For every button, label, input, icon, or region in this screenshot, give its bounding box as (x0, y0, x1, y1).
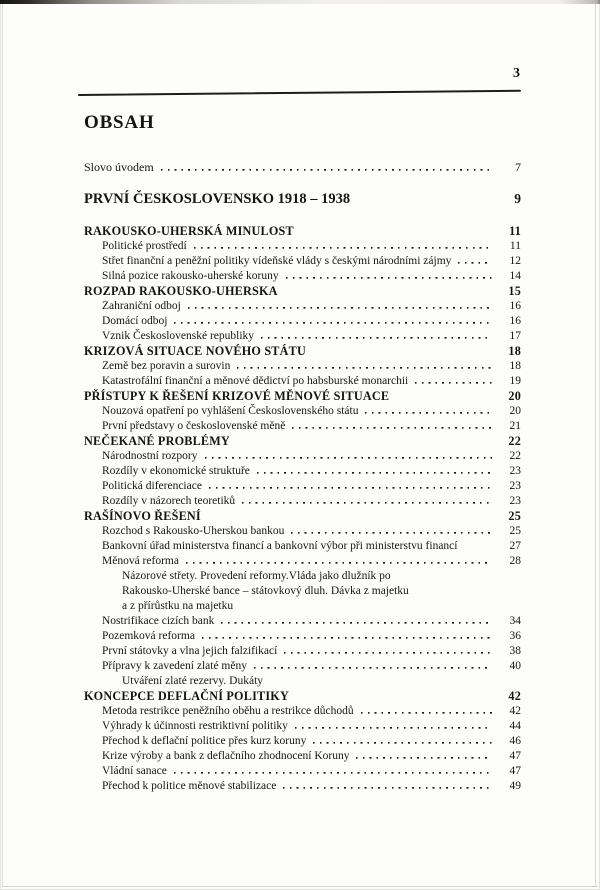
toc-entry-page: 11 (509, 240, 521, 252)
toc-entry-label: Národnostní rozpory (102, 450, 198, 462)
toc-entry (84, 599, 521, 614)
toc-entry (84, 434, 521, 449)
toc-entry (84, 734, 521, 749)
toc-entry (84, 584, 521, 599)
toc-entry (84, 344, 521, 359)
toc-entry (84, 329, 521, 344)
toc-entry-label: Bankovní úřad ministerstva financí a bankovní výbor při ministerstvu financí (102, 540, 458, 552)
toc-entry-label: Nouzová opatření po vyhlášení Československého státu (102, 405, 359, 417)
toc-entry-label: Metoda restrikce peněžního oběhu a restrikce důchodů (102, 705, 354, 717)
leader-dots (202, 635, 492, 639)
toc-entry-label: Silná pozice rakousko-uherské koruny (102, 270, 279, 282)
toc-part-page: 9 (514, 191, 521, 206)
leader-dots (174, 320, 492, 324)
toc-entry-page: 28 (509, 555, 521, 567)
toc-entry (84, 689, 521, 704)
toc-entry (84, 359, 521, 374)
toc-entry-page: 20 (508, 389, 521, 403)
toc-entry-label: Vznik Československé republiky (102, 330, 255, 342)
toc-entry-label: PŘÍSTUPY K ŘEŠENÍ KRIZOVÉ MĚNOVÉ SITUACE (84, 389, 390, 403)
leader-dots (209, 485, 492, 489)
toc-entry (84, 299, 521, 314)
toc-entry (84, 404, 521, 419)
toc-entry-label: RAŠÍNOVO ŘEŠENÍ (84, 509, 201, 523)
leader-dots (242, 500, 492, 504)
toc-entry (84, 239, 521, 254)
toc-part-row (84, 190, 521, 208)
leader-dots (257, 470, 492, 474)
toc-entry (84, 464, 521, 479)
toc-entry (84, 749, 521, 764)
toc-entry (84, 374, 521, 389)
toc-entry-page: 42 (508, 689, 521, 703)
toc-entry (84, 569, 521, 584)
toc-entry-page: 36 (509, 630, 521, 642)
toc-entry-label: Měnová reforma (102, 555, 179, 567)
toc-entry-label: a z přírůstku na majetku (122, 600, 234, 612)
toc-entry (84, 674, 521, 689)
toc-entry-label: První státovky a vlna jejich falzifikací (102, 645, 278, 657)
toc-entry-label: Přechod k politice měnové stabilizace (102, 780, 277, 792)
leader-dots (313, 740, 492, 744)
toc-entry-page: 25 (509, 525, 521, 537)
toc-entry-label: NEČEKANÉ PROBLÉMY (84, 434, 230, 448)
toc-entry (84, 419, 521, 434)
leader-dots (174, 770, 492, 774)
toc-entry-label: Rakousko-Uherské bance – státovkový dluh. Dávka z majetku (122, 585, 409, 597)
toc-entry-label: Politické prostředí (102, 240, 187, 252)
scan-edge-right (595, 4, 596, 886)
leader-dots (186, 560, 492, 564)
toc-entry (84, 539, 521, 554)
leader-dots (221, 620, 492, 624)
scan-edge-left (2, 4, 3, 886)
leader-dots (415, 380, 492, 384)
leader-dots (205, 455, 493, 459)
toc-entry (84, 224, 521, 239)
toc-entry (84, 644, 521, 659)
toc-entry (84, 614, 521, 629)
toc-entry (84, 629, 521, 644)
toc-entry (84, 389, 521, 404)
toc-entry (84, 284, 521, 299)
toc-entry-page: 22 (509, 450, 521, 462)
toc-entry-page: 21 (509, 420, 521, 432)
leader-dots (283, 785, 492, 789)
toc-entry-page: 18 (509, 360, 521, 372)
toc-entry-label: Rozdíly v názorech teoretiků (102, 495, 236, 507)
toc-entry (84, 269, 521, 284)
toc-entry (84, 524, 521, 539)
toc-entry-label: ROZPAD RAKOUSKO-UHERSKA (84, 284, 278, 298)
leader-dots (284, 650, 492, 654)
toc-entry-page: 22 (508, 434, 521, 448)
toc-entry-label: Výhrady k účinnosti restriktivní politiky (102, 720, 288, 732)
toc-entry-label: Rozchod s Rakousko-Uherskou bankou (102, 525, 285, 537)
toc-entry-page: 47 (509, 750, 521, 762)
leader-dots (361, 710, 492, 714)
toc-entry-label: Zahraniční odboj (102, 300, 181, 312)
toc-entry-label: KONCEPCE DEFLAČNÍ POLITIKY (84, 689, 289, 703)
toc-list (84, 224, 521, 794)
toc-entry (84, 449, 521, 464)
toc-entry-page: 34 (509, 615, 521, 627)
toc-entry-label: Střet finanční a peněžní politiky vídeňské vlády s českými národními zájmy (102, 255, 452, 267)
leader-dots (292, 425, 492, 429)
toc-entry-label: Nostrifikace cizích bank (102, 615, 215, 627)
toc-entry-page: 7 (515, 160, 521, 174)
toc-entry-page: 20 (509, 405, 521, 417)
leader-dots (291, 530, 492, 534)
toc-entry-label: Domácí odboj (102, 315, 168, 327)
toc-entry (84, 659, 521, 674)
toc-entry-page: 49 (509, 780, 521, 792)
leader-dots (295, 725, 492, 729)
toc-entry (84, 554, 521, 569)
leader-dots (254, 665, 492, 669)
toc-entry (84, 479, 521, 494)
page-number: 3 (513, 66, 520, 81)
toc-entry-page: 27 (509, 540, 521, 552)
toc-entry-page: 25 (508, 509, 521, 523)
toc-entry-page: 16 (509, 315, 521, 327)
toc-intro-row (84, 160, 521, 175)
toc-entry-page: 16 (509, 300, 521, 312)
toc-entry (84, 509, 521, 524)
toc-entry-page: 19 (509, 375, 521, 387)
contents-title: OBSAH (84, 112, 155, 133)
toc-entry-label: Slovo úvodem (84, 160, 154, 174)
toc-entry-page: 47 (509, 765, 521, 777)
toc-entry-page: 11 (509, 224, 521, 238)
toc-entry-label: Katastrofální finanční a měnové dědictví po habsburské monarchii (102, 375, 409, 387)
toc-entry-label: Pozemková reforma (102, 630, 195, 642)
toc-entry-label: Politická diferenciace (102, 480, 202, 492)
toc-entry-label: KRIZOVÁ SITUACE NOVÉHO STÁTU (84, 344, 306, 358)
leader-dots (161, 167, 492, 171)
toc-entry-page: 38 (509, 645, 521, 657)
toc-entry (84, 764, 521, 779)
toc-content (84, 0, 521, 794)
toc-entry-page: 40 (509, 660, 521, 672)
leader-dots (286, 275, 492, 279)
leader-dots (188, 305, 492, 309)
leader-dots (194, 245, 492, 249)
toc-part-label: PRVNÍ ČESKOSLOVENSKO 1918 – 1938 (84, 191, 351, 207)
toc-entry-label: Vládní sanace (102, 765, 167, 777)
toc-entry (84, 719, 521, 734)
toc-entry-page: 15 (508, 284, 521, 298)
leader-dots (261, 335, 492, 339)
toc-entry-page: 18 (508, 344, 521, 358)
toc-entry (84, 314, 521, 329)
toc-entry (84, 254, 521, 269)
toc-entry-page: 17 (509, 330, 521, 342)
toc-entry-label: RAKOUSKO-UHERSKÁ MINULOST (84, 224, 294, 238)
toc-entry-page: 44 (509, 720, 521, 732)
leader-dots (237, 365, 492, 369)
toc-entry-page: 23 (509, 480, 521, 492)
toc-entry-page: 14 (509, 270, 521, 282)
toc-entry (84, 704, 521, 719)
leader-dots (458, 260, 492, 264)
toc-entry (84, 494, 521, 509)
toc-entry-label: Přechod k deflační politice přes kurz koruny (102, 735, 307, 747)
toc-entry (84, 779, 521, 794)
toc-entry-label: Přípravy k zavedení zlaté měny (102, 660, 247, 672)
toc-entry-page: 46 (509, 735, 521, 747)
toc-entry-page: 23 (509, 495, 521, 507)
toc-entry-page: 23 (509, 465, 521, 477)
leader-dots (365, 410, 492, 414)
scan-edge-bottom (2, 886, 598, 887)
toc-entry-page: 12 (509, 255, 521, 267)
toc-entry-label: Rozdíly v ekonomické struktuře (102, 465, 250, 477)
leader-dots (356, 755, 492, 759)
toc-entry-label: Utváření zlaté rezervy. Dukáty (122, 675, 264, 687)
toc-entry-label: První představy o československé měně (102, 420, 286, 432)
toc-entry-label: Země bez poravin a surovin (102, 360, 231, 372)
toc-entry-page: 42 (509, 705, 521, 717)
toc-entry-label: Názorové střety. Provedení reformy.Vláda jako dlužník po (122, 570, 391, 582)
toc-entry-label: Krize výroby a bank z deflačního zhodnocení Koruny (102, 750, 350, 762)
